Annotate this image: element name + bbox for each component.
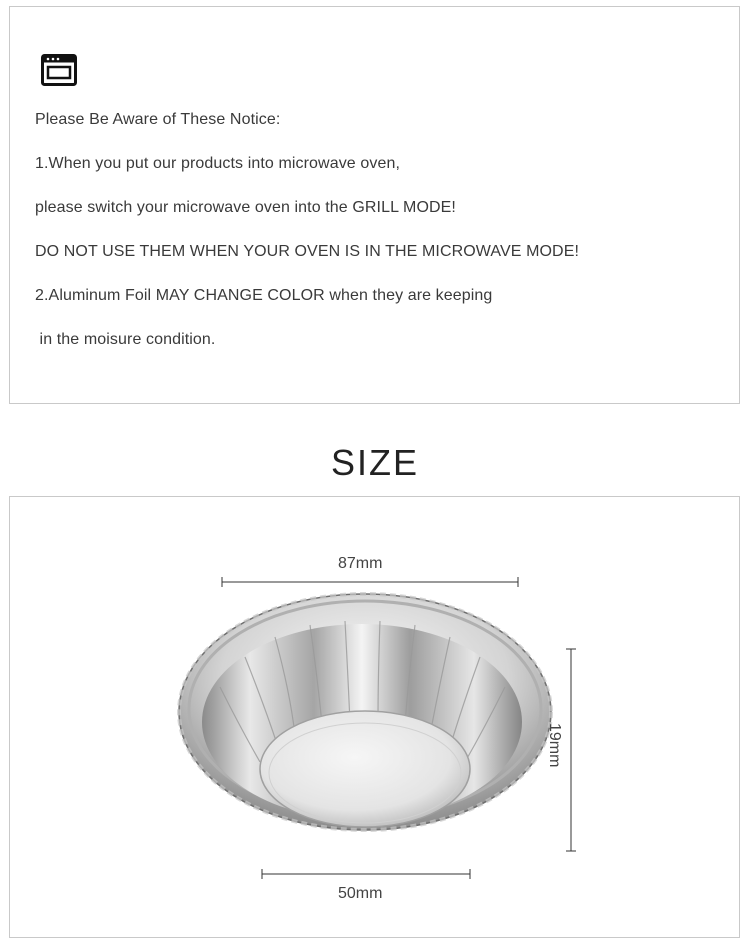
notice-line-1: 1.When you put our products into microwave oven, <box>35 155 400 172</box>
bottom-width-label: 50mm <box>338 885 383 902</box>
notice-panel <box>9 6 740 404</box>
notice-line-5: in the moisure condition. <box>35 331 216 348</box>
height-line <box>566 649 576 851</box>
top-width-label: 87mm <box>338 555 383 572</box>
foil-cup <box>179 594 551 830</box>
top-width-line <box>222 577 518 587</box>
notice-heading: Please Be Aware of These Notice: <box>35 111 281 128</box>
oven-icon <box>41 54 77 86</box>
notice-line-4: 2.Aluminum Foil MAY CHANGE COLOR when they are keeping <box>35 287 493 304</box>
height-label: 19mm <box>546 723 563 768</box>
notice-line-3: DO NOT USE THEM WHEN YOUR OVEN IS IN THE MICROWAVE MODE! <box>35 243 580 260</box>
size-title: SIZE <box>330 442 419 483</box>
bottom-width-line <box>262 869 470 879</box>
size-panel <box>9 496 740 938</box>
notice-line-2: please switch your microwave oven into the GRILL MODE! <box>35 199 456 216</box>
